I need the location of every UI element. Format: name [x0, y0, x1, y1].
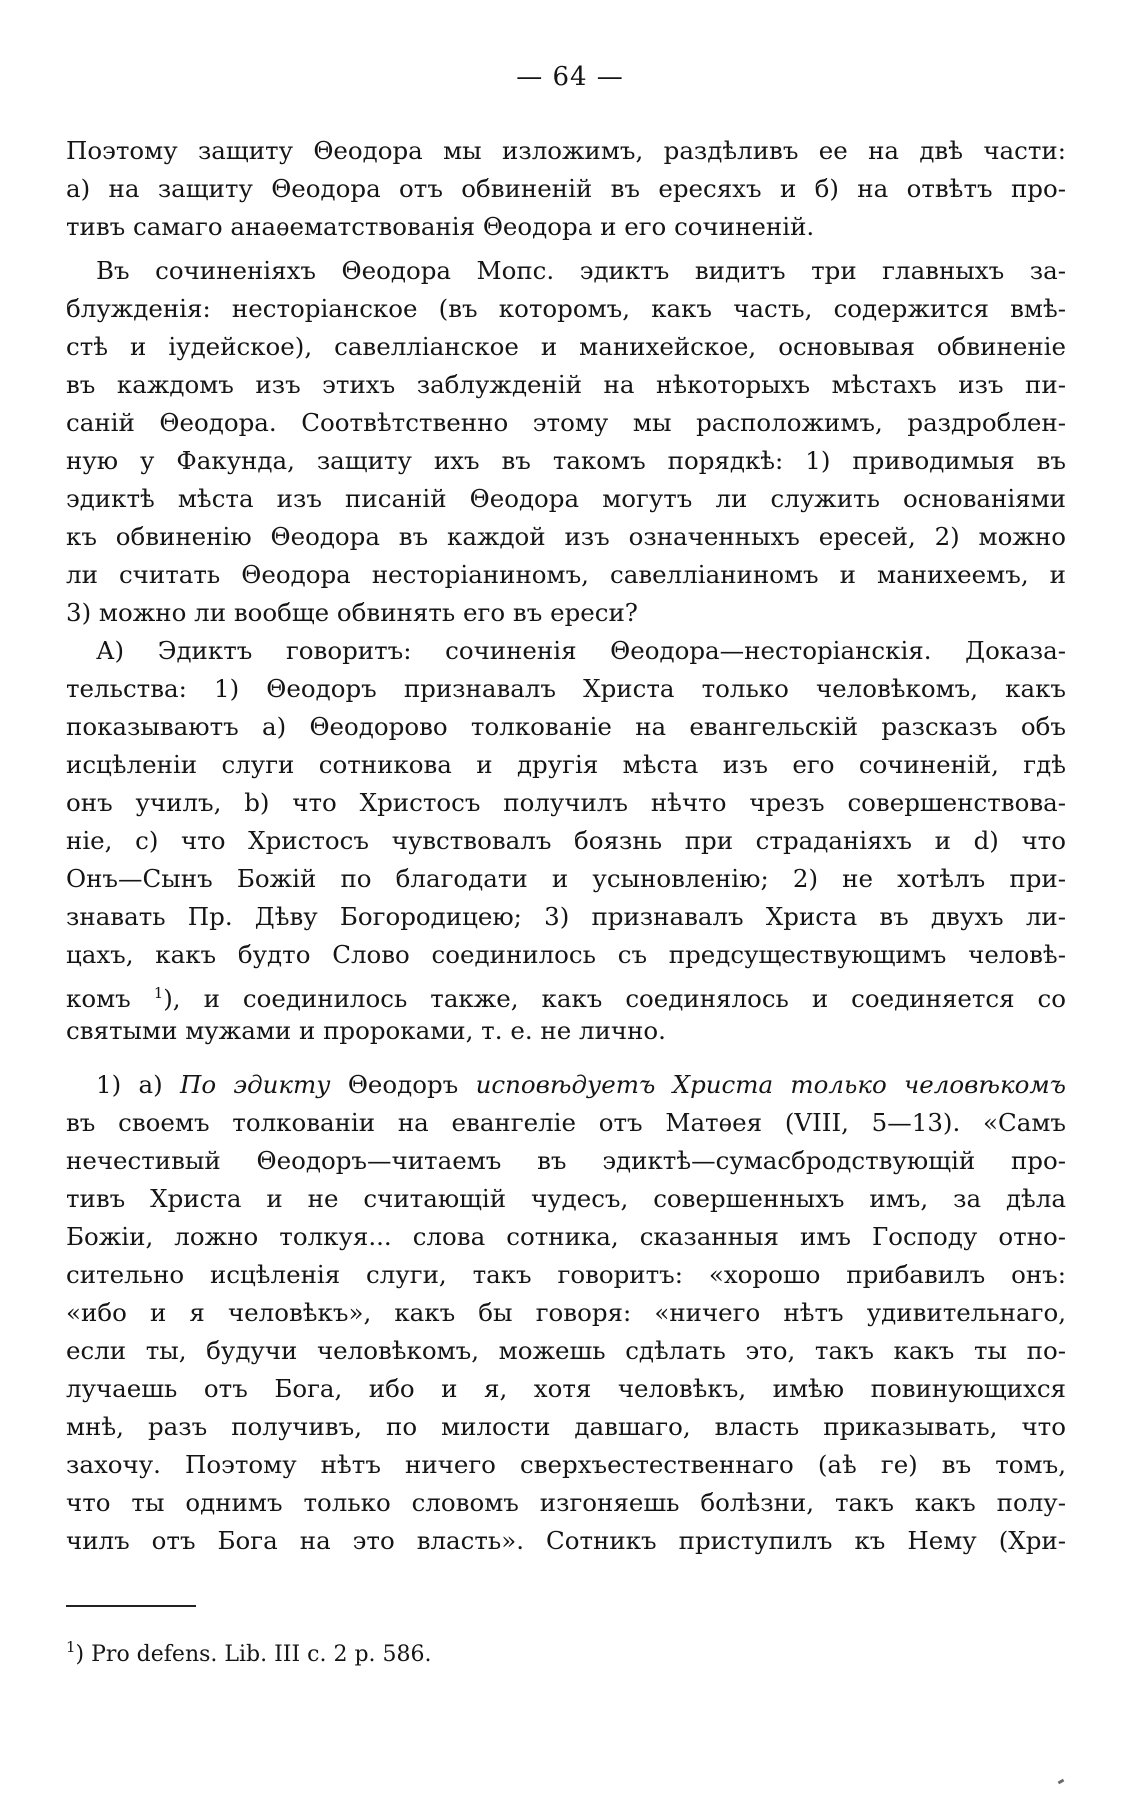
text-line: захочу. Поэтому нѣтъ ничего сверхъестественнаго (аѣ ге) въ томъ,: [66, 1450, 1066, 1479]
text-line: къ обвиненію Θеодора въ каждой изъ означенныхъ ересей, 2) можно: [66, 522, 1066, 551]
text-line: а) на защиту Θеодора отъ обвиненій въ ересяхъ и б) на отвѣтъ про-: [66, 174, 1066, 203]
text-line: «ибо и я человѣкъ», какъ бы говоря: «ничего нѣтъ удивительнаго,: [66, 1298, 1066, 1327]
text-line-with-footnote: [66, 974, 1066, 1012]
text-line: стѣ и іудейское), савелліанское и манихейское, основывая обвиненіе: [66, 332, 1066, 361]
text-line: Онъ—Сынъ Божій по благодати и усыновленію; 2) не хотѣлъ при-: [66, 864, 1066, 893]
paragraph-4: [66, 1066, 1066, 1560]
text-line: чилъ отъ Бога на это власть». Сотникъ приступилъ къ Нему (Хри-: [66, 1526, 1066, 1555]
footnote: [66, 1632, 432, 1670]
text-line: А) Эдиктъ говоритъ: сочиненія Θеодора—несторіанскія. Доказа-: [96, 636, 1066, 665]
text-line: цахъ, какъ будто Слово соединилось съ предсуществующимъ человѣ-: [66, 940, 1066, 969]
paragraph-1: [66, 132, 1066, 246]
text-fragment: Θеодоръ: [347, 1070, 459, 1099]
text-line: саній Θеодора. Соотвѣтственно этому мы расположимъ, раздроблен-: [66, 408, 1066, 437]
text-line: тельства: 1) Θеодоръ признавалъ Христа только человѣкомъ, какъ: [66, 674, 1066, 703]
text-line: Поэтому защиту Θеодора мы изложимъ, раздѣливъ ее на двѣ части:: [66, 136, 1066, 165]
text-line: эдиктѣ мѣста изъ писаній Θеодора могутъ ли служить основаніями: [66, 484, 1066, 513]
text-line: сительно исцѣленія слуги, такъ говоритъ: «хорошо прибавилъ онъ:: [66, 1260, 1066, 1289]
text-line: въ каждомъ изъ этихъ заблужденій на нѣкоторыхъ мѣстахъ изъ пи-: [66, 370, 1066, 399]
text-fragment: комъ: [66, 984, 131, 1013]
text-line: нечестивый Θеодоръ—читаемъ въ эдиктѣ—сумасбродствующій про-: [66, 1146, 1066, 1175]
text-line: показываютъ а) Θеодорово толкованіе на евангельскій разсказъ объ: [66, 712, 1066, 741]
text-line: если ты, будучи человѣкомъ, можешь сдѣлать это, такъ какъ ты по-: [66, 1336, 1066, 1365]
text-line: Въ сочиненіяхъ Θеодора Мопс. эдиктъ видитъ три главныхъ за-: [96, 256, 1066, 285]
italic-fragment: По эдикту: [179, 1070, 331, 1099]
text-line: исцѣленіи слуги сотникова и другія мѣста изъ его сочиненій, гдѣ: [66, 750, 1066, 779]
text-line: въ своемъ толкованіи на евангеліе отъ Матѳея (VIII, 5—13). «Самъ: [66, 1108, 1066, 1137]
footnote-text: ) Pro defens. Lib. III c. 2 p. 586.: [75, 1642, 432, 1667]
text-line: ли считать Θеодора несторіаниномъ, савелліаниномъ и манихеемъ, и: [66, 560, 1066, 589]
text-line: 3) можно ли вообще обвинять его въ ереси?: [66, 598, 638, 627]
print-speck: [1058, 1779, 1065, 1785]
footnote-ref: 1: [153, 984, 164, 1002]
italic-fragment: исповѣдуетъ Христа только человѣкомъ: [475, 1070, 1067, 1099]
text-line: святыми мужами и пророками, т. е. не лично.: [66, 1016, 666, 1045]
paragraph-3: [66, 632, 1066, 1050]
page-number: — 64 —: [516, 62, 624, 92]
text-line-mixed: [66, 1066, 1066, 1104]
paragraph-2: [66, 252, 1066, 632]
text-line: Божіи, ложно толкуя... слова сотника, сказанныя имъ Господу отно-: [66, 1222, 1066, 1251]
text-line: что ты однимъ только словомъ изгоняешь болѣзни, такъ какъ полу-: [66, 1488, 1066, 1517]
text-line: тивъ самаго анаѳематствованія Θеодора и его сочиненій.: [66, 212, 815, 241]
text-line: мнѣ, разъ получивъ, по милости давшаго, власть приказывать, что: [66, 1412, 1066, 1441]
text-line: блужденія: несторіанское (въ которомъ, какъ часть, содержится вмѣ-: [66, 294, 1066, 323]
text-line: ніе, с) что Христосъ чувствовалъ боязнь при страданіяхъ и d) что: [66, 826, 1066, 855]
text-line: онъ училъ, b) что Христосъ получилъ нѣчто чрезъ совершенствова-: [66, 788, 1066, 817]
footnote-divider: [66, 1605, 196, 1607]
footnote-marker: 1: [66, 1638, 76, 1656]
text-line: лучаешь отъ Бога, ибо и я, хотя человѣкъ, имѣю повинующихся: [66, 1374, 1066, 1403]
text-fragment: ), и соединилось также, какъ соединялось и соединяется со: [163, 984, 1066, 1013]
text-line: тивъ Христа и не считающій чудесъ, совершенныхъ имъ, за дѣла: [66, 1184, 1066, 1213]
text-line: ную у Факунда, защиту ихъ въ такомъ порядкѣ: 1) приводимыя въ: [66, 446, 1066, 475]
text-line: знавать Пр. Дѣву Богородицею; 3) признавалъ Христа въ двухъ ли-: [66, 902, 1066, 931]
text-fragment: 1) а): [96, 1070, 163, 1099]
